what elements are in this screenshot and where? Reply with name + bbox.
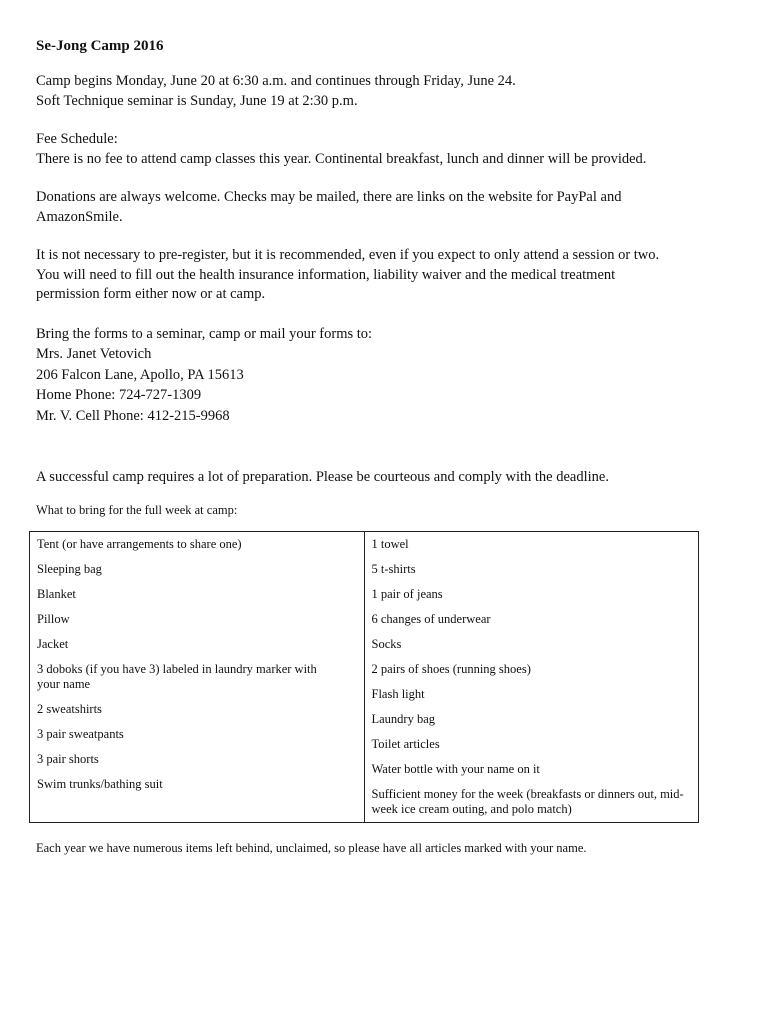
mailing-address: 206 Falcon Lane, Apollo, PA 15613 bbox=[36, 366, 244, 383]
list-item: Tent (or have arrangements to share one) bbox=[37, 536, 242, 551]
footer-note: Each year we have numerous items left behind, unclaimed, so please have all articles marked with your name. bbox=[36, 840, 587, 855]
list-item: 1 towel bbox=[371, 536, 409, 551]
list-item: 5 t-shirts bbox=[371, 561, 416, 576]
registration-line: It is not necessary to pre-register, but it is recommended, even if you expect to only attend a session or two. bbox=[36, 247, 660, 263]
list-item: Pillow bbox=[37, 611, 70, 626]
home-phone: Home Phone: 724-727-1309 bbox=[36, 387, 202, 403]
list-item: 3 doboks (if you have 3) labeled in laundry marker with your name bbox=[37, 661, 317, 691]
list-item: 3 pair sweatpants bbox=[37, 727, 124, 741]
list-item: 6 changes of underwear bbox=[371, 611, 491, 626]
fee-heading: Fee Schedule: bbox=[36, 131, 118, 147]
packing-list-left-column bbox=[30, 531, 365, 822]
donations-paragraph bbox=[36, 188, 736, 227]
list-item: Laundry bag bbox=[371, 711, 436, 726]
list-item: 2 sweatshirts bbox=[37, 702, 102, 716]
schedule-paragraph bbox=[36, 72, 736, 111]
registration-line: You will need to fill out the health insurance information, liability waiver and the medical treatment bbox=[36, 266, 616, 283]
donations-line: AmazonSmile. bbox=[36, 208, 123, 225]
schedule-line: Soft Technique seminar is Sunday, June 19 at 2:30 p.m. bbox=[36, 92, 358, 109]
schedule-line: Camp begins Monday, June 20 at 6:30 a.m. and continues through Friday, June 24. bbox=[36, 73, 516, 89]
list-item: Water bottle with your name on it bbox=[371, 761, 540, 776]
mailing-block bbox=[36, 324, 736, 427]
mailing-name: Mrs. Janet Vetovich bbox=[36, 346, 152, 362]
document-title: Se-Jong Camp 2016 bbox=[36, 38, 164, 54]
fee-text: There is no fee to attend camp classes this year. Continental breakfast, lunch and dinner will be provided. bbox=[36, 150, 647, 167]
list-item: Flash light bbox=[371, 686, 425, 701]
preparation-paragraph: A successful camp requires a lot of preparation. Please be courteous and comply with the deadline. bbox=[36, 469, 609, 485]
packing-list-right-column bbox=[364, 531, 699, 822]
table-row bbox=[30, 531, 699, 822]
list-item: 1 pair of jeans bbox=[371, 586, 443, 601]
list-item: 3 pair shorts bbox=[37, 752, 99, 766]
list-item: Toilet articles bbox=[371, 736, 440, 751]
document-page bbox=[36, 36, 736, 857]
donations-line: Donations are always welcome. Checks may be mailed, there are links on the website for PayPal and bbox=[36, 189, 622, 205]
list-item: Sufficient money for the week (breakfasts or dinners out, mid-week ice cream outing, and polo match) bbox=[371, 786, 684, 816]
list-item: Sleeping bag bbox=[37, 561, 102, 576]
fee-paragraph bbox=[36, 130, 736, 169]
registration-paragraph bbox=[36, 246, 736, 305]
list-item: Socks bbox=[371, 636, 402, 651]
list-item: 2 pairs of shoes (running shoes) bbox=[371, 661, 531, 676]
registration-line: permission form either now or at camp. bbox=[36, 286, 266, 302]
cell-phone: Mr. V. Cell Phone: 412-215-9968 bbox=[36, 407, 230, 424]
list-item: Swim trunks/bathing suit bbox=[37, 777, 163, 791]
packing-list-table bbox=[29, 531, 699, 823]
list-item: Blanket bbox=[37, 586, 76, 601]
bring-list-heading: What to bring for the full week at camp: bbox=[36, 502, 238, 517]
mailing-intro: Bring the forms to a seminar, camp or mail your forms to: bbox=[36, 325, 373, 342]
list-item: Jacket bbox=[37, 636, 69, 651]
